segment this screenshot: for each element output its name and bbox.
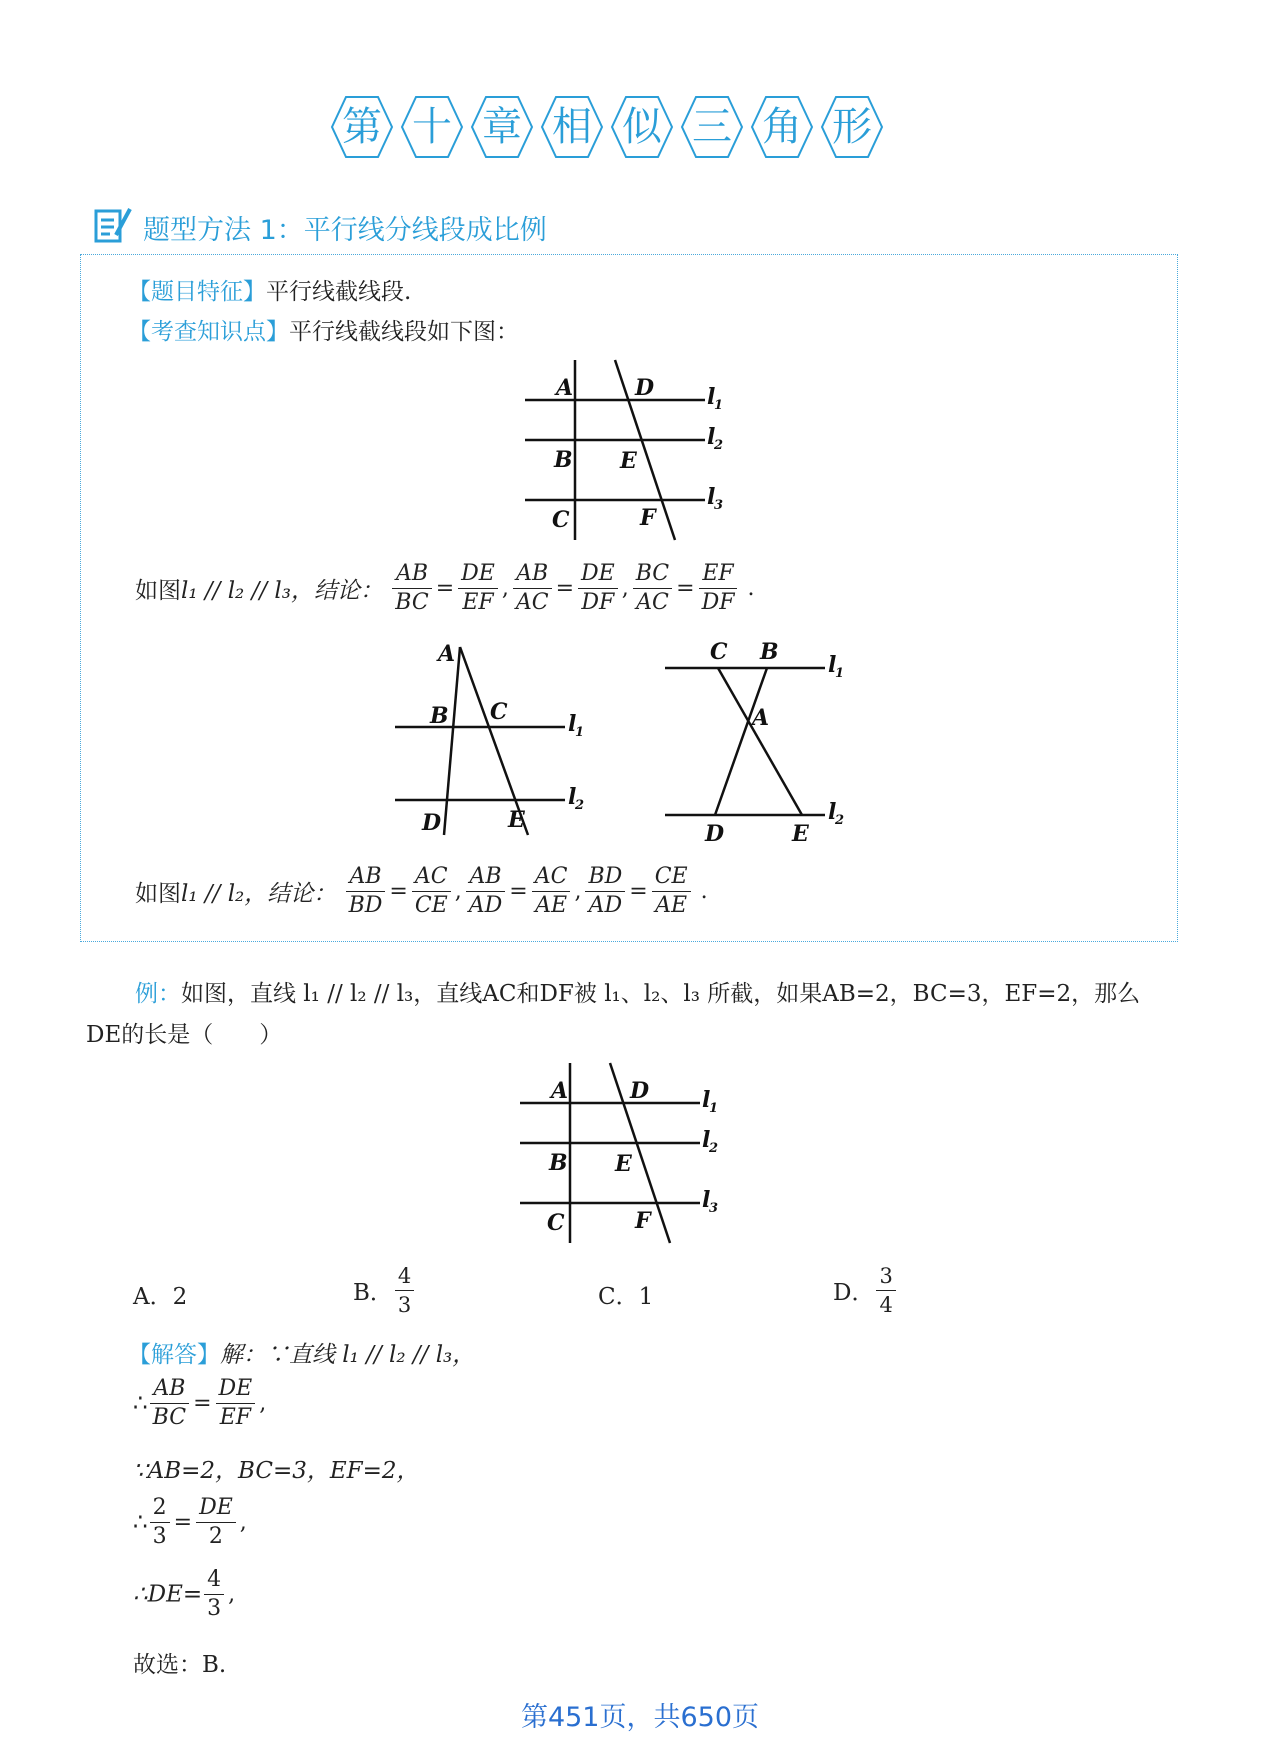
page-footer: 第451页，共650页 [520, 1702, 760, 1733]
side-ad [444, 647, 460, 835]
chapter-char: 章 [470, 95, 534, 159]
chapter-char: 似 [610, 95, 674, 159]
knowledge-tag: 【考查知识点】 [128, 319, 289, 345]
fraction: $\frac{AC}{CE}$ [412, 863, 451, 920]
label-l1: l [707, 384, 716, 410]
label-d: D [635, 375, 655, 401]
answer-tag: 【解答】 [128, 1342, 220, 1368]
chapter-char: 角 [750, 95, 814, 159]
sub-2: 2 [575, 798, 585, 813]
answer-line-4: ∴ $\frac{2}{3}$ = $\frac{DE}{2}$ , [133, 1495, 247, 1549]
sub-1: 1 [714, 398, 724, 413]
fraction: $\frac{AB}{BC}$ [392, 560, 431, 617]
label-c: C [710, 639, 728, 665]
sub-2: 2 [714, 438, 724, 453]
label-d: D [630, 1078, 650, 1104]
feature-line [128, 273, 411, 306]
label-l3: l [707, 484, 716, 510]
sub-3: 3 [709, 1201, 719, 1216]
example-tag: 例： [135, 981, 181, 1007]
sub-1: 1 [835, 666, 845, 681]
fraction: $\frac{DE}{DF}$ [578, 560, 618, 617]
label-l2: l [702, 1127, 711, 1153]
fraction: $\frac{AB}{AC}$ [513, 560, 552, 617]
figure-crossed [660, 635, 860, 845]
sub-3: 3 [714, 498, 724, 513]
label-e: E [508, 807, 525, 833]
label-l2: l [828, 799, 837, 825]
label-l1: l [568, 711, 577, 737]
option-b[interactable]: B． $\frac{4}{3}$ [353, 1262, 416, 1319]
example-text: 如图，直线 l₁ // l₂ // l₃，直线AC和DF被 l₁、l₂、l₃ 所截，如果AB=2，BC=3，EF=2，那么 [181, 981, 1141, 1007]
answer-line-5: ∴DE= $\frac{4}{3}$ , [133, 1567, 236, 1621]
label-b: B [760, 639, 779, 665]
answer-line-6: 故选：B. [133, 1652, 227, 1678]
sub-2: 2 [709, 1141, 719, 1156]
knowledge-line [128, 313, 519, 346]
label-e: E [792, 821, 809, 845]
chapter-title [330, 95, 900, 165]
fraction: $\frac{CE}{AE}$ [652, 863, 691, 920]
label-b: B [430, 703, 449, 729]
option-c[interactable]: C．1 [598, 1284, 654, 1310]
example-line-2: DE的长是（ ） [86, 1022, 283, 1048]
label-d: D [422, 810, 442, 836]
answer-line-1: 【解答】解：∵直线 l₁ // l₂ // l₃， [128, 1342, 476, 1368]
option-d[interactable]: D． $\frac{3}{4}$ [833, 1262, 898, 1319]
label-l3: l [702, 1187, 711, 1213]
notebook-pencil-icon [92, 205, 136, 245]
label-d: D [705, 821, 725, 845]
label-c: C [547, 1210, 565, 1236]
section-title: 题型方法 1：平行线分线段成比例 [143, 215, 547, 246]
sub-1: 1 [575, 725, 585, 740]
figure-triangle [390, 635, 590, 845]
fraction: $\frac{EF}{DF}$ [699, 560, 738, 617]
label-a: A [556, 375, 574, 401]
conclusion-prefix: 如图 [135, 578, 181, 604]
label-f: F [640, 505, 656, 531]
chapter-char: 第 [330, 95, 394, 159]
label-a: A [752, 705, 770, 731]
chapter-char: 形 [820, 95, 884, 159]
label-c: C [490, 699, 508, 725]
label-f: F [635, 1208, 651, 1234]
label-a: A [438, 641, 456, 667]
fraction: $\frac{BD}{AD}$ [585, 863, 625, 920]
label-l2: l [568, 784, 577, 810]
sub-1: 1 [709, 1101, 719, 1116]
fraction: $\frac{AB}{BD}$ [346, 863, 386, 920]
label-c: C [552, 507, 570, 533]
feature-tag: 【题目特征】 [128, 279, 266, 305]
label-l1: l [702, 1087, 711, 1113]
conclusion-condition: l₁ // l₂ // l₃，结论： [181, 578, 383, 604]
label-l1: l [828, 652, 837, 678]
sub-2: 2 [835, 813, 845, 828]
label-l2: l [707, 424, 716, 450]
knowledge-text: 平行线截线段如下图： [289, 319, 519, 345]
label-b: B [549, 1150, 568, 1176]
chapter-char: 三 [680, 95, 744, 159]
answer-line-3: ∵AB=2，BC=3，EF=2， [133, 1458, 420, 1484]
fraction: $\frac{BC}{AC}$ [633, 560, 672, 617]
answer-line-2: ∴ $\frac{AB}{BC}$ = $\frac{DE}{EF}$ , [133, 1376, 267, 1430]
label-e: E [615, 1151, 632, 1177]
fraction: $\frac{AC}{AE}$ [532, 863, 571, 920]
option-a[interactable]: A．2 [133, 1284, 188, 1310]
figure-example [515, 1058, 725, 1248]
label-e: E [620, 448, 637, 474]
chapter-char: 十 [400, 95, 464, 159]
figure-three-parallel [520, 355, 730, 545]
fraction: $\frac{DE}{EF}$ [458, 560, 498, 617]
label-b: B [554, 447, 573, 473]
fraction: $\frac{AB}{AD}$ [466, 863, 506, 920]
conclusion-2: 如图l₁ // l₂，结论： $\frac{AB}{BD}$ = $\frac{AC}{CE}$ , $\frac{AB}{AD}$ = $\frac{AC}{AE}$ , $\frac{BD}{AD}$ = $\frac{CE}{AE}$ . [135, 864, 708, 918]
label-a: A [551, 1078, 569, 1104]
chapter-char: 相 [540, 95, 604, 159]
conclusion-1: 如图l₁ // l₂ // l₃，结论： $\frac{AB}{BC}$ = $\frac{DE}{EF}$ , $\frac{AB}{AC}$ = $\frac{DE}{DF}$ , $\frac{BC}{AC}$ = $\frac{EF}{DF}$ . [135, 561, 755, 615]
example-line-1 [135, 975, 1140, 1008]
conclusion-prefix: 如图 [135, 881, 181, 907]
feature-text: 平行线截线段. [266, 279, 412, 305]
conclusion-condition: l₁ // l₂，结论： [181, 881, 337, 907]
